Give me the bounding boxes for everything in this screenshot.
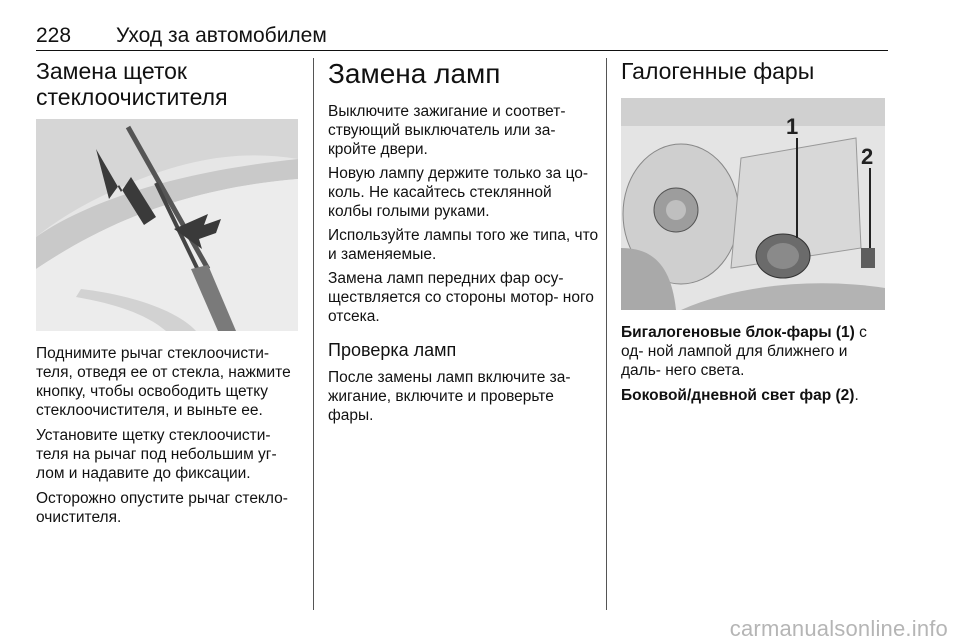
section-heading-bulbs: Замена ламп bbox=[328, 58, 501, 89]
paragraph: Осторожно опустите рычаг стекло- очистителя. bbox=[36, 490, 288, 526]
paragraph: Новую лампу держите только за цо- коль. Не касайтесь стеклянной колбы голыми руками. bbox=[328, 165, 589, 220]
page-number: 228 bbox=[36, 24, 72, 47]
section-heading-wiper: Замена щеток стеклоочистителя bbox=[36, 58, 228, 110]
paragraph: Поднимите рычаг стеклоочисти- теля, отведя ее от стекла, нажмите кнопку, чтобы освободить щетку стеклоочистителя, и выньте ее. bbox=[36, 345, 291, 419]
headlamp-illustration bbox=[621, 98, 885, 310]
paragraph: После замены ламп включите за- жигание, включите и проверьте фары. bbox=[328, 369, 571, 424]
callout-2: 2 bbox=[861, 144, 874, 169]
term-bihalogen: Бигалогеновые блок-фары (1) bbox=[621, 324, 855, 341]
subsection-heading-check: Проверка ламп bbox=[328, 340, 457, 360]
wiper-illustration bbox=[36, 119, 298, 331]
paragraph: Установите щетку стеклоочисти- теля на рычаг под небольшим уг- лом и надавите до фиксации. bbox=[36, 427, 277, 482]
term-side-light: Боковой/дневной свет фар (2) bbox=[621, 387, 855, 404]
paragraph: Выключите зажигание и соответ- ствующий выключатель или за- кройте двери. bbox=[328, 103, 566, 158]
paragraph-rest: . bbox=[854, 387, 859, 404]
column-divider-2 bbox=[606, 58, 607, 610]
column-divider-1 bbox=[313, 58, 314, 610]
section-heading-halogen: Галогенные фары bbox=[621, 58, 815, 84]
paragraph-rest: с од- ной лампой для ближнего и даль- него света. bbox=[621, 324, 867, 379]
paragraph: Замена ламп передних фар осу- ществляется со стороны мотор- ного отсека. bbox=[328, 270, 594, 325]
paragraph-bixenon bbox=[621, 323, 889, 380]
column-bulbs bbox=[328, 58, 600, 425]
column-wiper bbox=[36, 58, 302, 527]
column-halogen bbox=[621, 58, 889, 405]
watermark: carmanualsonline.info bbox=[729, 616, 948, 641]
chapter-title: Уход за автомобилем bbox=[116, 24, 327, 47]
paragraph: Используйте лампы того же типа, что и заменяемые. bbox=[328, 227, 599, 263]
callout-1: 1 bbox=[786, 114, 799, 139]
paragraph-side-light bbox=[621, 386, 889, 405]
header-rule bbox=[36, 50, 888, 51]
